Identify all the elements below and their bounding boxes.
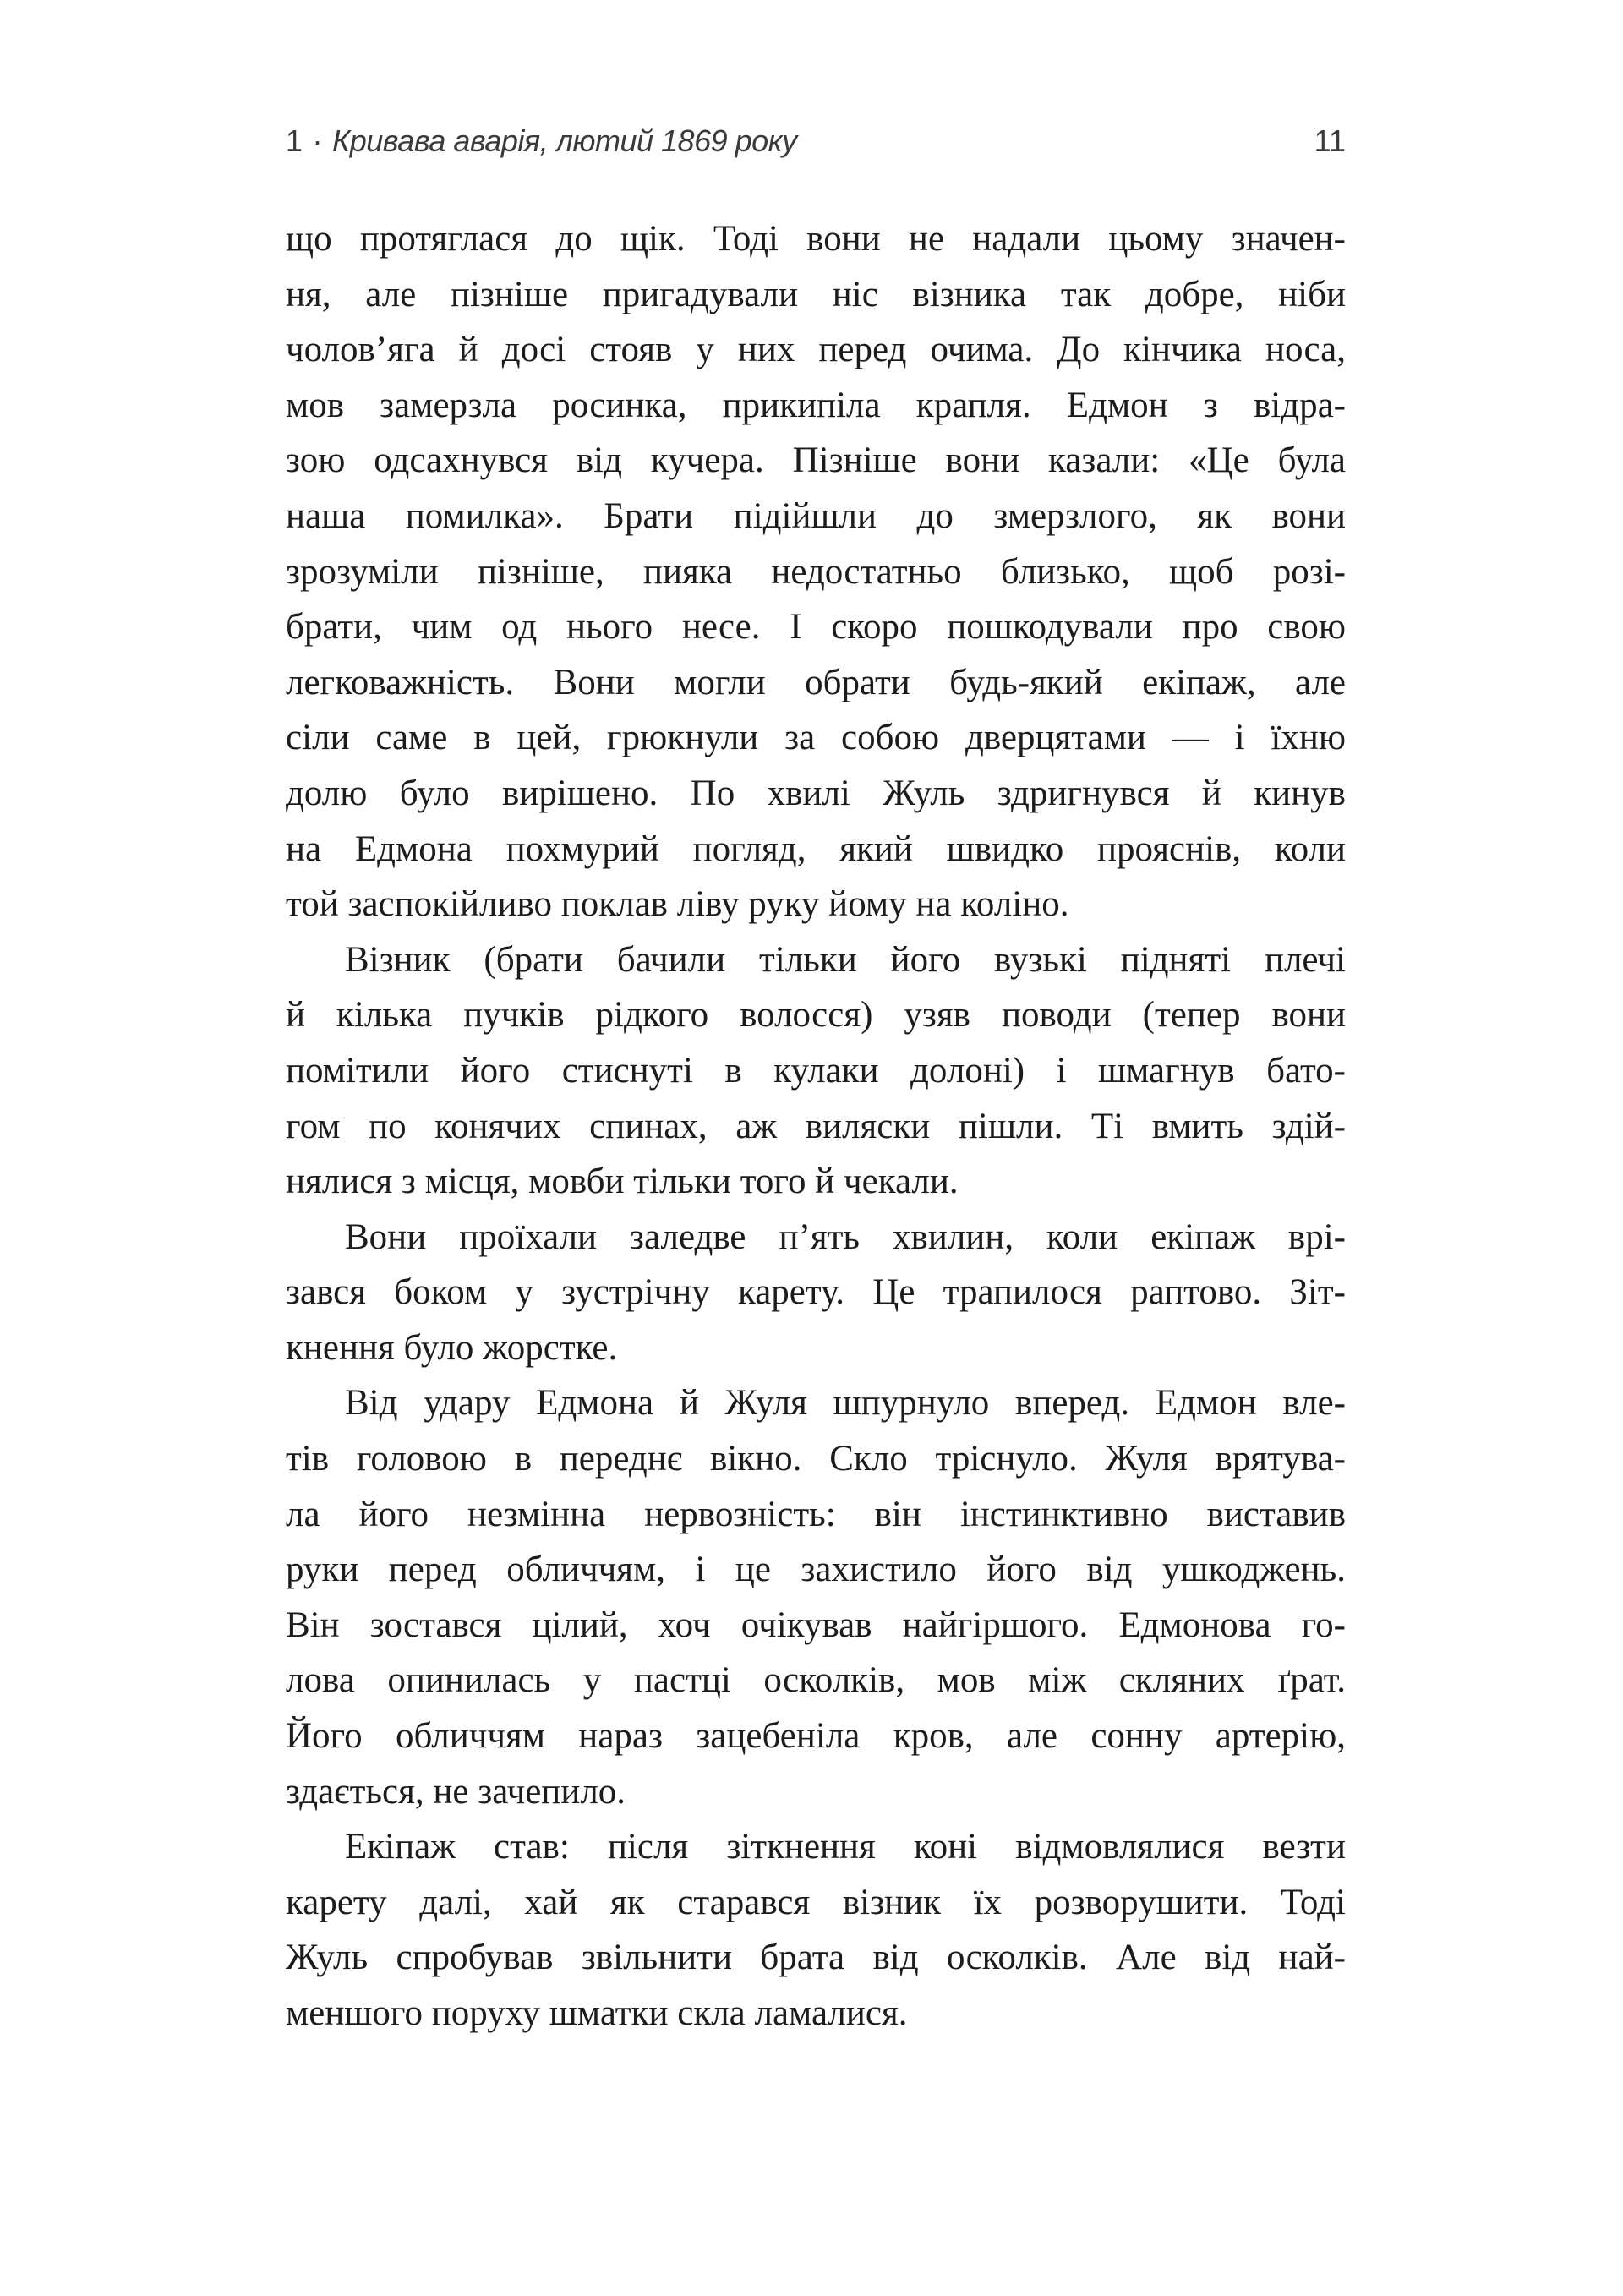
text-line: Жуль спробував звільнити брата від осколків. Але від най- — [286, 1938, 1346, 1978]
text-line: Його обличчям нараз зацебеніла кров, але сонну артерію, — [286, 1716, 1346, 1757]
text-line: руки перед обличчям, і це захистило його від ушкоджень. — [286, 1550, 1346, 1590]
text-line: на Едмона похмурий погляд, який швидко прояснів, коли — [286, 828, 1346, 869]
text-line: зою одсахнувся від кучера. Пізніше вони казали: «Це була — [286, 440, 1346, 481]
paragraph — [286, 1210, 1346, 1376]
text-line: легковажність. Вони могли обрати будь-який екіпаж, але — [286, 662, 1346, 702]
body-text — [286, 211, 1346, 2042]
text-line: той заспокійливо поклав ліву руку йому на коліно. — [286, 884, 1069, 925]
text-line: Від удару Едмона й Жуля шпурнуло вперед. Едмон вле- — [345, 1383, 1346, 1424]
text-line: сіли саме в цей, грюкнули за собою дверцятами — і їхню — [286, 718, 1346, 758]
running-head-chapter — [286, 123, 797, 159]
paragraph — [286, 1819, 1346, 2041]
text-line: брати, чим од нього несе. І скоро пошкодували про свою — [286, 607, 1346, 648]
paragraph — [286, 211, 1346, 932]
chapter-number: 1 — [286, 123, 303, 158]
text-line: мов замерзла росинка, прикипіла крапля. Едмон з відра- — [286, 385, 1346, 425]
text-line: нялися з місця, мовби тільки того й чекали. — [286, 1162, 959, 1202]
running-head — [286, 123, 1346, 166]
text-line: ня, але пізніше пригадували ніс візника так добре, ніби — [286, 274, 1346, 314]
text-line: що протяглася до щік. Тоді вони не надали цьому значен- — [286, 219, 1346, 259]
text-line: здається, не зачепило. — [286, 1771, 626, 1812]
text-line: меншого поруху шматки скла ламалися. — [286, 1993, 908, 2033]
page-number: 11 — [1314, 123, 1346, 158]
text-line: долю було вирішено. По хвилі Жуль здригнувся й кинув — [286, 773, 1346, 813]
text-line: Він зостався цілий, хоч очікував найгіршого. Едмонова го- — [286, 1604, 1346, 1645]
paragraph — [286, 932, 1346, 1210]
text-line: зрозуміли пізніше, пияка недостатньо близько, щоб розі- — [286, 551, 1346, 592]
chapter-title: Кривава аварія, лютий 1869 року — [332, 123, 797, 158]
text-line: чолов’яга й досі стояв у них перед очима. До кінчика носа, — [286, 330, 1346, 370]
text-line: Візник (брати бачили тільки його вузькі підняті плечі — [345, 939, 1346, 980]
text-line: наша помилка». Брати підійшли до змерзлого, як вони — [286, 495, 1346, 536]
text-line: кнення було жорстке. — [286, 1327, 618, 1368]
text-line: лова опинилась у пастці осколків, мов між скляних ґрат. — [286, 1660, 1346, 1701]
text-line: карету далі, хай як старався візник їх розворушити. Тоді — [286, 1882, 1346, 1922]
text-line: помітили його стиснуті в кулаки долоні) і шмагнув бато- — [286, 1050, 1346, 1091]
separator-dot: · — [312, 123, 323, 158]
text-line: Вони проїхали заледве п’ять хвилин, коли екіпаж врі- — [345, 1216, 1346, 1257]
text-line: й кілька пучків рідкого волосся) узяв поводи (тепер вони — [286, 995, 1346, 1036]
text-line: ла його незмінна нервозність: він інстинктивно виставив — [286, 1494, 1346, 1534]
text-line: тів головою в переднє вікно. Скло тріснуло. Жуля врятува- — [286, 1439, 1346, 1479]
text-line: зався боком у зустрічну карету. Це трапилося раптово. Зіт- — [286, 1272, 1346, 1313]
text-line: гом по конячих спинах, аж виляски пішли. Ті вмить здій- — [286, 1106, 1346, 1146]
text-line: Екіпаж став: після зіткнення коні відмовлялися везти — [345, 1827, 1346, 1867]
paragraph — [286, 1375, 1346, 1819]
